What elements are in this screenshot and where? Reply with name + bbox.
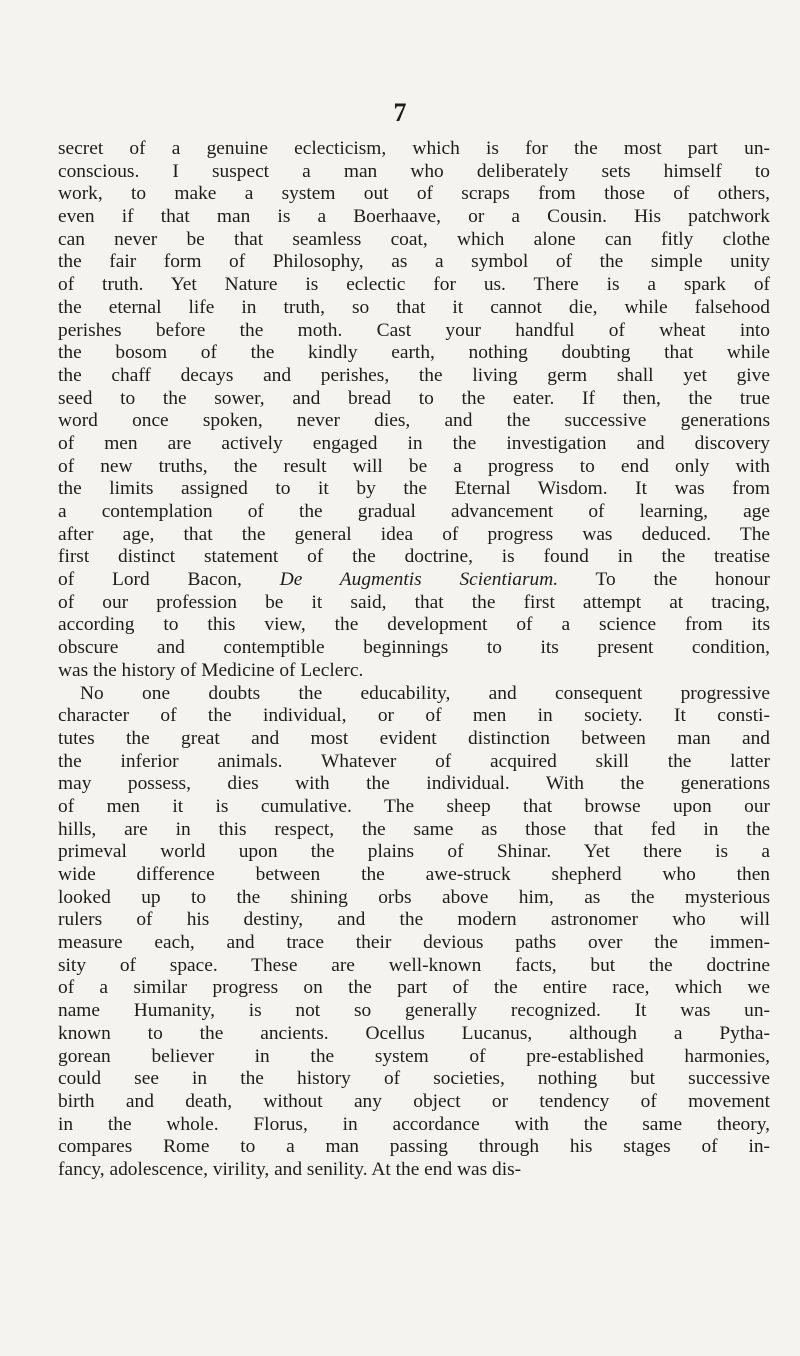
paragraph <box>58 138 770 683</box>
text-line: according to this view, the development of a science from its <box>58 614 770 636</box>
text-line: of truth. Yet Nature is eclectic for us. There is a spark of <box>58 274 770 296</box>
text-line: measure each, and trace their devious paths over the immen- <box>58 932 770 954</box>
text-line: of our profession be it said, that the first attempt at tracing, <box>58 591 770 613</box>
text-line: even if that man is a Boerhaave, or a Cousin. His patchwork <box>58 206 770 228</box>
text-line: in the whole. Florus, in accordance with the same theory, <box>58 1113 770 1135</box>
text-line: primeval world upon the plains of Shinar. Yet there is a <box>58 841 770 863</box>
text-line: wide difference between the awe-struck shepherd who then <box>58 864 770 885</box>
text-line: the bosom of the kindly earth, nothing doubting that while <box>58 342 770 364</box>
text-line: word once spoken, never dies, and the successive generations <box>58 410 770 432</box>
text-line: gorean believer in the system of pre-established harmonies, <box>58 1045 770 1067</box>
paragraph <box>58 683 770 1182</box>
text-line: secret of a genuine eclecticism, which is for the most part un- <box>58 138 770 159</box>
text-line: the inferior animals. Whatever of acquired skill the latter <box>58 750 770 772</box>
text-line: of men are actively engaged in the investigation and discovery <box>58 432 770 454</box>
text-line: sity of space. These are well-known facts, but the doctrine <box>58 954 770 976</box>
text-line: compares Rome to a man passing through his stages of in- <box>58 1136 770 1158</box>
text-line: after age, that the general idea of progress was deduced. The <box>58 523 770 545</box>
italic-title: De Augmentis Scientiarum. <box>279 569 559 591</box>
text-line: known to the ancients. Ocellus Lucanus, although a Pytha- <box>58 1022 770 1044</box>
text-line: seed to the sower, and bread to the eater. If then, the true <box>58 387 770 409</box>
body-text <box>58 138 770 1182</box>
text-line: work, to make a system out of scraps from those of others, <box>58 183 770 205</box>
text-line: obscure and contemptible beginnings to its present condition, <box>58 637 770 659</box>
text-line: the fair form of Philosophy, as a symbol of the simple unity <box>58 251 770 273</box>
text-line: a contemplation of the gradual advancement of learning, age <box>58 501 770 522</box>
text-line: rulers of his destiny, and the modern astronomer who will <box>58 909 770 931</box>
text-line: tutes the great and most evident distinction between man and <box>58 727 770 749</box>
text-line: first distinct statement of the doctrine, is found in the treatise <box>58 546 770 568</box>
page-number: 7 <box>393 98 407 127</box>
text-line: No one doubts the educability, and consequent progressive <box>80 682 770 704</box>
text-line: conscious. I suspect a man who deliberately sets himself to <box>58 160 770 182</box>
text-line: of new truths, the result will be a progress to end only with <box>58 455 770 477</box>
text-line: was the history of Medicine of Leclerc. <box>58 659 364 681</box>
text-line: may possess, dies with the individual. With the generations <box>58 773 770 795</box>
text-line: the eternal life in truth, so that it cannot die, while falsehood <box>58 296 770 318</box>
text-segment: To the honour <box>558 569 770 591</box>
text-line: the limits assigned to it by the Eternal Wisdom. It was from <box>58 478 770 500</box>
text-line <box>58 569 770 592</box>
text-line: hills, are in this respect, the same as those that fed in the <box>58 818 770 840</box>
text-line: looked up to the shining orbs above him, as the mysterious <box>58 886 770 908</box>
text-line: of a similar progress on the part of the entire race, which we <box>58 977 770 999</box>
text-line: could see in the history of societies, nothing but successive <box>58 1068 770 1090</box>
text-line: the chaff decays and perishes, the living germ shall yet give <box>58 364 770 386</box>
text-line: birth and death, without any object or tendency of movement <box>58 1090 770 1112</box>
text-line: character of the individual, or of men in society. It consti- <box>58 705 770 727</box>
text-line: name Humanity, is not so generally recognized. It was un- <box>58 1000 770 1022</box>
text-line: of men it is cumulative. The sheep that browse upon our <box>58 795 770 817</box>
text-line: fancy, adolescence, virility, and senility. At the end was dis- <box>58 1158 522 1180</box>
text-segment: of Lord Bacon, <box>58 569 280 591</box>
text-line: can never be that seamless coat, which alone can fitly clothe <box>58 228 770 250</box>
text-line: perishes before the moth. Cast your handful of wheat into <box>58 319 770 341</box>
